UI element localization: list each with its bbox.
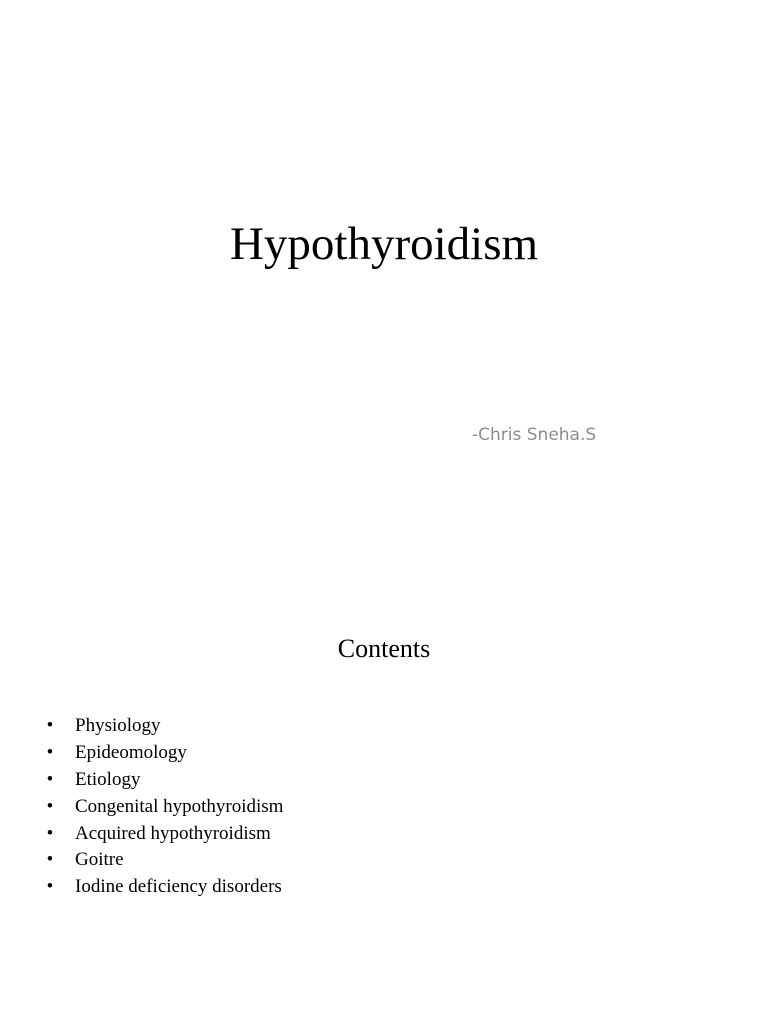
list-item-label: Iodine deficiency disorders	[75, 876, 282, 898]
list-item-label: Etiology	[75, 768, 141, 790]
contents-heading: Contents	[337, 634, 431, 663]
bullet-icon: •	[46, 822, 54, 844]
slide-title: Hypothyroidism	[229, 218, 539, 270]
list-item-label: Physiology	[75, 715, 161, 736]
list-item	[0, 767, 283, 794]
list-item	[0, 794, 283, 821]
contents-slide	[0, 576, 768, 1024]
bullet-icon: •	[46, 715, 54, 736]
list-item	[0, 740, 283, 767]
list-item	[0, 821, 283, 848]
bullet-icon: •	[46, 741, 54, 763]
bullet-icon: •	[46, 768, 54, 790]
bullet-icon: •	[46, 795, 54, 817]
list-item	[0, 847, 283, 874]
bullet-icon: •	[46, 876, 54, 898]
list-item-label: Epideomology	[75, 741, 187, 763]
list-item	[0, 713, 283, 740]
list-item-label: Acquired hypothyroidism	[75, 822, 271, 844]
bullet-icon: •	[46, 849, 54, 871]
list-item	[0, 874, 283, 901]
contents-list	[0, 713, 283, 901]
author-subtitle: -Chris Sneha.S	[472, 425, 597, 445]
list-item-label: Congenital hypothyroidism	[75, 795, 284, 817]
list-item-label: Goitre	[75, 849, 124, 871]
